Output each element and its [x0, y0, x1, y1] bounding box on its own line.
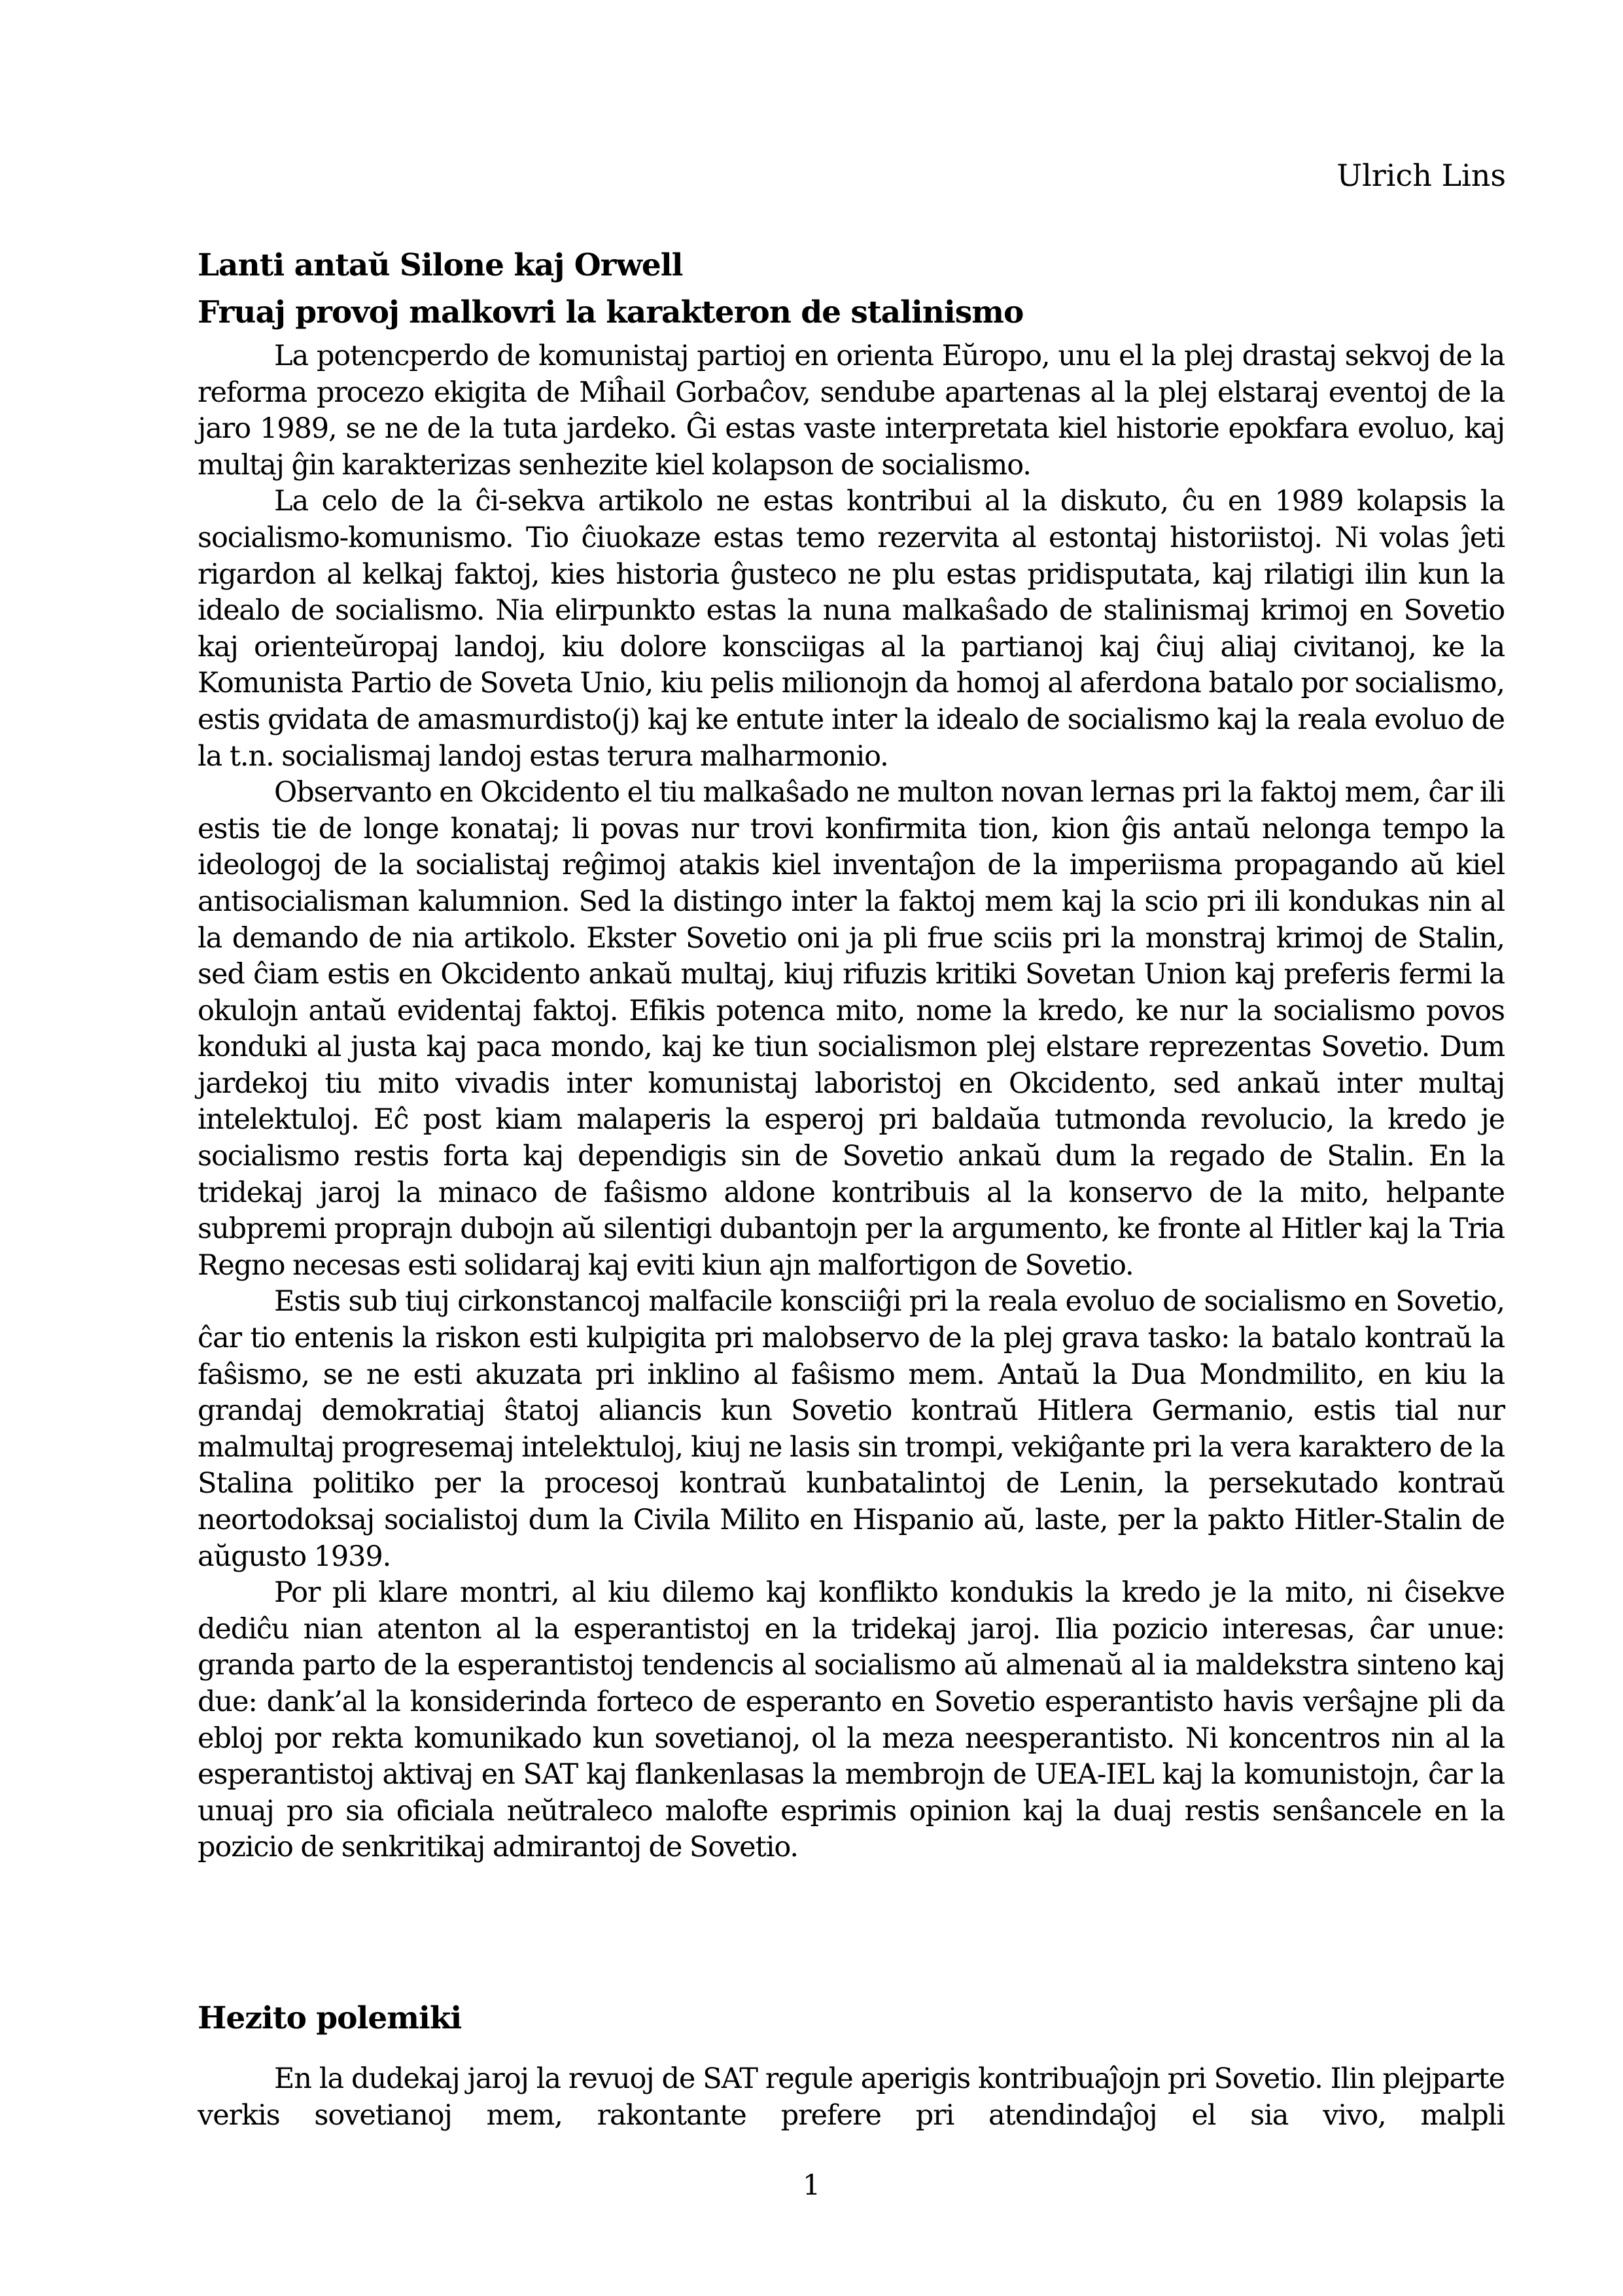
paragraph: Por pli klare montri, al kiu dilemo kaj konflikto kondukis la kredo je la mito, ni ĉisekve dediĉu nian atenton al la esperantistoj en la tridekaj jaroj. Ilia pozicio interesas, ĉar unue: granda parto de la esperantistoj tendencis al socialismo aŭ almenaŭ al ia maldekstra sinteno kaj due: dank’al la konsiderinda forteco de esperanto en Sovetio esperantisto havis verŝajne pli da ebloj por rekta komunikado kun sovetianoj, ol la meza neesperantisto. Ni koncentros nin al la esperantistoj aktivaj en SAT kaj flankenlasas la membrojn de UEA-IEL kaj la komunistojn, ĉar la unuaj pro sia oficiala neŭtraleco malofte esprimis opinion kaj la duaj restis senŝancele en la pozicio de senkritikaj admirantoj de Sovetio.: [198, 1576, 1505, 1864]
author-name: Ulrich Lins: [1336, 158, 1506, 193]
section-body: [198, 338, 1505, 1866]
paragraph: La celo de la ĉi-sekva artikolo ne estas kontribui al la diskuto, ĉu en 1989 kolapsis la socialismo-komunismo. Tio ĉiuokaze estas temo rezervita al estontaj historiistoj. Ni volas ĵeti rigardon al kelkaj faktoj, kies historia ĝusteco ne plu estas pridisputata, kaj rilatigi ilin kun la idealo de socialismo. Nia elirpunkto estas la nuna malkaŝado de stalinismaj krimoj en Sovetio kaj orienteŭropaj landoj, kiu dolore konsciigas al la partianoj kaj ĉiuj aliaj civitanoj, ke la Komunista Partio de Soveta Unio, kiu pelis milionojn da homoj al aferdona batalo por socialismo, estis gvidata de amasmurdisto(j) kaj ke entute inter la idealo de socialismo kaj la reala evoluo de la t.n. socialismaj landoj estas terura malharmonio.: [198, 485, 1505, 773]
page-number: 1: [802, 2169, 821, 2202]
paragraph: Estis sub tiuj cirkonstancoj malfacile konsciiĝi pri la reala evoluo de socialismo en Sovetio, ĉar tio entenis la riskon esti kulpigita pri malobservo de la plej grava tasko: la batalo kontraŭ la faŝismo, se ne esti akuzata pri inklino al faŝismo mem. Antaŭ la Dua Mondmilito, en kiu la grandaj demokratiaj ŝtatoj aliancis kun Sovetio kontraŭ Hitlera Germanio, estis tial nur malmultaj progresemaj intelektuloj, kiuj ne lasis sin trompi, vekiĝante pri la vera karaktero de la Stalina politiko per la procesoj kontraŭ kunbatalintoj de Lenin, la persekutado kontraŭ neortodoksaj socialistoj dum la Civila Milito en Hispanio aŭ, laste, per la pakto Hitler-Stalin de aŭgusto 1939.: [198, 1285, 1505, 1573]
paragraph: La potencperdo de komunistaj partioj en orienta Eŭropo, unu el la plej drastaj sekvoj de la reforma procezo ekigita de Miĥail Gorbaĉov, sendube apartenas al la plej elstaraj eventoj de la jaro 1989, se ne de la tuta jardeko. Ĝi estas vaste interpretata kiel historie epokfara evoluo, kaj multaj ĝin karakterizas senhezite kiel kolapson de socialismo.: [198, 340, 1505, 482]
article-title: Lanti antaŭ Silone kaj Orwell: [198, 247, 683, 284]
paragraph: Observanto en Okcidento el tiu malkaŝado ne multon novan lernas pri la faktoj mem, ĉar ili estis tie de longe konataj; li povas nur trovi konfirmita tion, kion ĝis antaŭ nelonga tempo la ideologoj de la socialistaj reĝimoj atakis kiel inventaĵon de la imperiisma propagando aŭ kiel antisocialisman kalumnion. Sed la distingo inter la faktoj mem kaj la scio pri ili kondukas nin al la demando de nia artikolo. Ekster Sovetio oni ja pli frue sciis pri la monstraj krimoj de Stalin, sed ĉiam estis en Okcidento ankaŭ multaj, kiuj rifuzis kritiki Sovetan Union kaj preferis fermi la okulojn antaŭ evidentaj faktoj. Efikis potenca mito, nome la kredo, ke nur la socialismo povos konduki al justa kaj paca mondo, kaj ke tiun socialismon plej elstare reprezentas Sovetio. Dum jardekoj tiu mito vivadis inter komunistaj laboristoj en Okcidento, sed ankaŭ inter multaj intelektuloj. Eĉ post kiam malaperis la esperoj pri baldaŭa tutmonda revolucio, la kredo je socialismo restis forta kaj dependigis sin de Sovetio ankaŭ dum la regado de Stalin. En la tridekaj jaroj la minaco de faŝismo aldone kontribuis al la konservo de la mito, helpante subpremi proprajn dubojn aŭ silentigi dubantojn per la argumento, ke fronte al Hitler kaj la Tria Regno necesas esti solidaraj kaj eviti kiun ajn malfortigon de Sovetio.: [198, 776, 1505, 1282]
section-heading: Fruaj provoj malkovri la karakteron de stalinismo: [198, 294, 1024, 330]
section-body: [198, 2061, 1505, 2134]
paragraph: En la dudekaj jaroj la revuoj de SAT regule aperigis kontribuaĵojn pri Sovetio. Ilin plejparte verkis sovetianoj mem, rakontante prefere pri atendindaĵoj el sia vivo, malpli: [198, 2062, 1505, 2132]
section-heading: Hezito polemiki: [198, 2000, 462, 2036]
